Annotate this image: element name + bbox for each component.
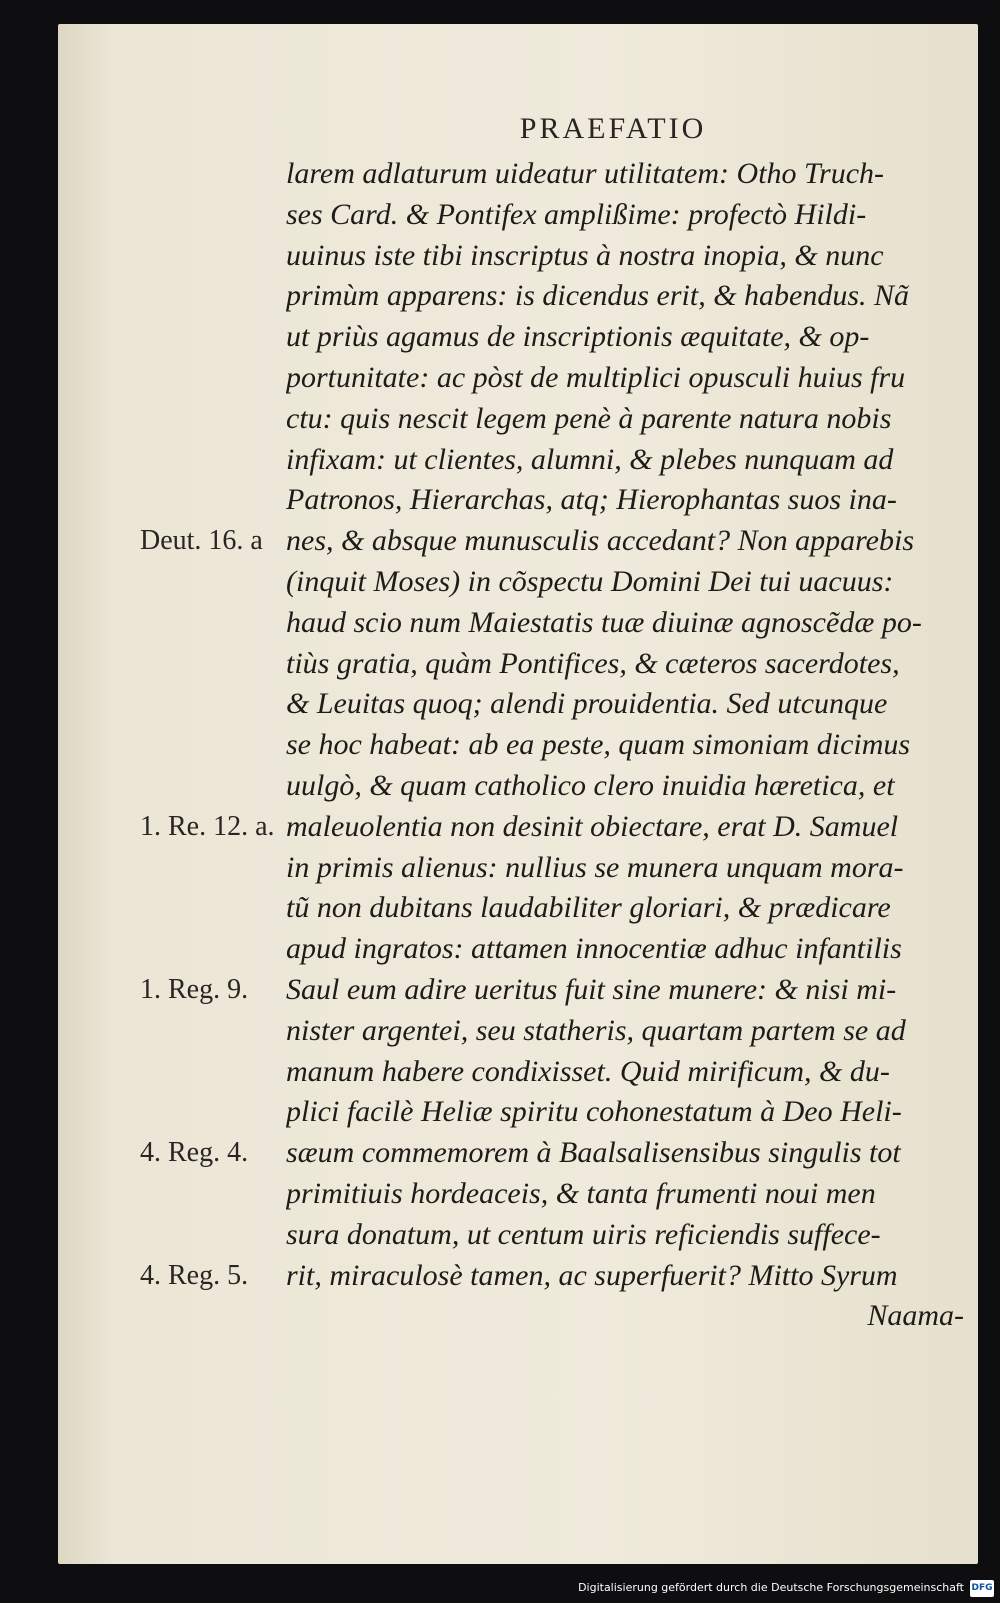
text-line: Patronos, Hierarchas, atq; Hierophantas suos ina- xyxy=(286,483,897,517)
margin-note: 4. Reg. 5. xyxy=(140,1259,249,1291)
text-line: rit, miraculosè tamen, ac superfuerit? Mitto Syrum xyxy=(286,1258,898,1292)
running-header xyxy=(58,112,978,146)
funding-credit: Digitalisierung gefördert durch die Deutsche Forschungsgemeinschaft xyxy=(578,1581,964,1594)
text-line: primitiuis hordeaceis, & tanta frumenti noui men xyxy=(286,1176,876,1210)
text-line: infixam: ut clientes, alumni, & plebes nunquam ad xyxy=(286,442,894,476)
text-line: apud ingratos: attamen innocentiæ adhuc infantilis xyxy=(286,932,902,966)
text-line: sura donatum, ut centum uiris reficiendis suffece- xyxy=(286,1217,881,1251)
text-line: & Leuitas quoq; alendi prouidentia. Sed utcunque xyxy=(286,687,888,721)
text-line: maleuolentia non desinit obiectare, erat D. Samuel xyxy=(286,809,899,843)
text-line: sæum commemorem à Baalsalisensibus singulis tot xyxy=(286,1136,901,1170)
text-line: ses Card. & Pontifex amplißime: profectò Hildi- xyxy=(286,197,867,231)
text-line: tũ non dubitans laudabiliter gloriari, & prædicare xyxy=(286,891,891,925)
text-line: (inquit Moses) in cõspectu Domini Dei tui uacuus: xyxy=(286,564,894,598)
text-line: portunitate: ac pòst de multiplici opusculi huius fru xyxy=(286,360,906,394)
text-line: uuinus iste tibi inscriptus à nostra inopia, & nunc xyxy=(286,238,884,272)
text-line: ut priùs agamus de inscriptionis æquitate, & op- xyxy=(286,320,870,354)
text-line: uulgò, & quam catholico clero inuidia hæretica, et xyxy=(286,768,895,802)
book-page xyxy=(58,24,978,1564)
footer-bar xyxy=(0,1571,1000,1603)
text-line: primùm apparens: is dicendus erit, & habendus. Nã xyxy=(286,279,910,313)
text-line: nes, & absque munusculis accedant? Non apparebis xyxy=(286,524,914,558)
text-line: ctu: quis nescit legem penè à parente natura nobis xyxy=(286,401,892,435)
text-line: tiùs gratia, quàm Pontifices, & cæteros sacerdotes, xyxy=(286,646,900,680)
text-line: plici facilè Heliæ spiritu cohonestatum à Deo Heli- xyxy=(286,1095,902,1129)
text-line: se hoc habeat: ab ea peste, quam simoniam dicimus xyxy=(286,728,911,762)
catchword: Naama- xyxy=(867,1299,964,1332)
margin-note: 4. Reg. 4. xyxy=(140,1137,249,1169)
dfg-logo-icon: DFG xyxy=(970,1580,994,1597)
running-header-text: PRAEFATIO xyxy=(519,112,707,145)
text-line: haud scio num Maiestatis tuæ diuinæ agnoscẽdæ po- xyxy=(286,605,922,639)
text-line: Saul eum adire ueritus fuit sine munere: & nisi mi- xyxy=(286,972,897,1006)
margin-note: 1. Re. 12. a. xyxy=(140,810,275,842)
text-line: manum habere condixisset. Quid mirificum, & du- xyxy=(286,1054,890,1088)
text-line: in primis alienus: nullius se munera unquam mora- xyxy=(286,850,904,884)
text-line: larem adlaturum uideatur utilitatem: Otho Truch- xyxy=(286,157,885,190)
text-line: nister argentei, seu statheris, quartam partem se ad xyxy=(286,1013,906,1047)
margin-note: Deut. 16. a xyxy=(140,525,263,557)
margin-note: 1. Reg. 9. xyxy=(140,974,249,1005)
body-text xyxy=(286,154,976,1296)
